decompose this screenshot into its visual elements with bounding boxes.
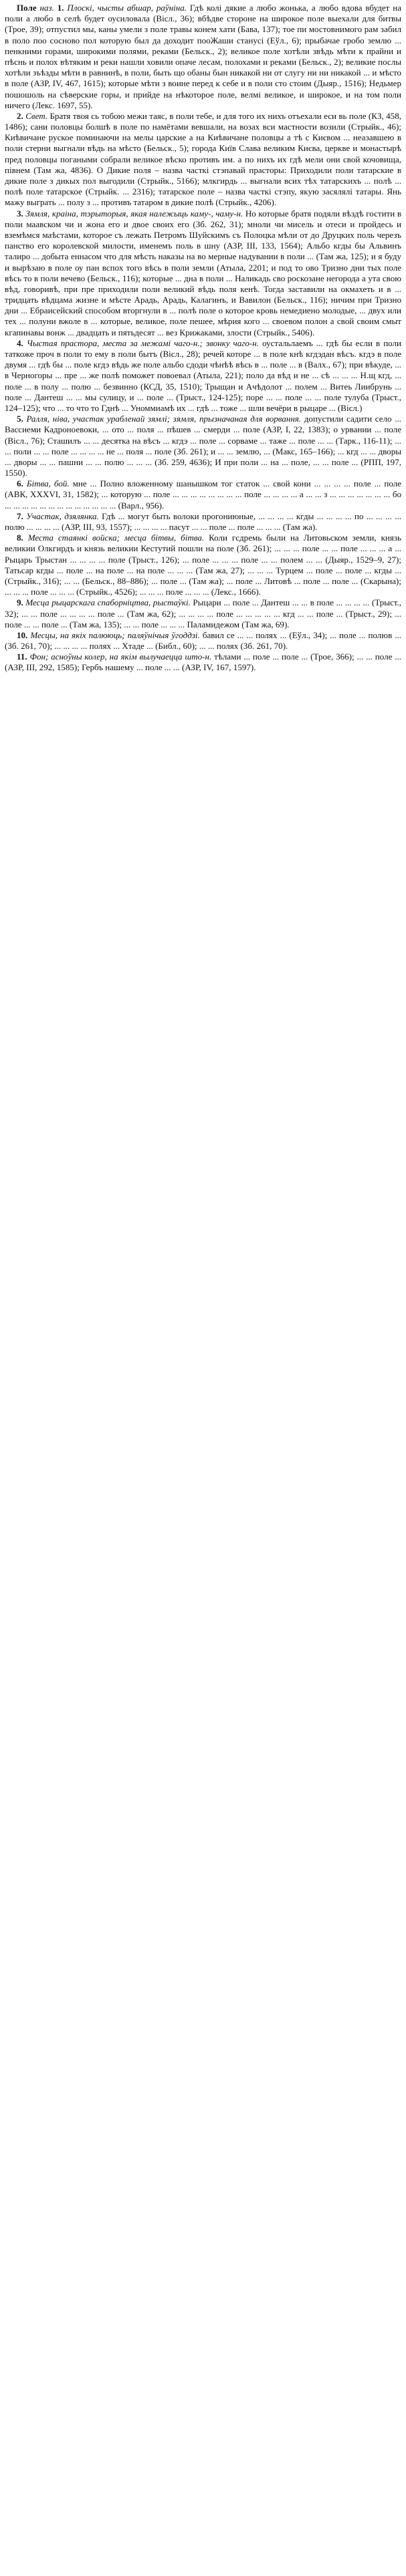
entry-sense-9 xyxy=(5,597,401,630)
sense-number: 7. xyxy=(17,511,23,521)
sense-number: 11. xyxy=(17,652,27,662)
sense-gloss: Фон; асноўны колер, на якім вылучаецца што-н. xyxy=(29,652,212,662)
part-of-speech: наз. xyxy=(39,3,54,13)
sense-text: бавил се ... ... полях ... (Еўл., 34); ... поле ... полюв ... (Зб. 261, 70); ... ... ... ... полях ... Хтаде ... (Библ., 60); ... ... полях (Зб. 261, 70). xyxy=(5,629,402,652)
sense-text: мне ... Полно вложенному шанышком тог статок ... свой кони ... ... ... ... поле ... поле (АВК, XXXVI, 31, 1582); ... которую ... поле ... ... ... ... ... ... ... ... поле ... ... ... ... а ... ... з ... ... ... ... ... ... ... бо ... ... ... ... ... ... ... ... ... ... ... ... ... (Варл., 956). xyxy=(5,478,401,511)
sense-text: Братя твоя сь тобою межи таяс, в поли тебе, и для того их нихъ отъехали еси вь поле (КЗ, 458, 1486); сани половцы болшѣ в поле по намётами вевшали, на возах вси мастности возили (Стрыйк., 46); Киѣвичане руское поминаючи на мелы царские а на Киѣвичане половцы а тѣ с Києвом ... неазавшею в поли стерни выгнали вѣдь на мѣсто (Бельск., 5); города Київ Слава великим Києва, церкве и монастырѣ пред половцы погаными собрали великое вѣско противъ им. а по нихъ их гдѣ мели они свой кочовища, півнем (Там жа, 4836). О Дикие поля – назва часткі стэпавай прасторы: Приходили поли татарские в дикие поле з дикых пол выгодили (Стрыйк., 5166); млкгирдь ... выгнали всих тѣх татарскихъ ... полѣ ... полѣ поле татарское (Стрыйк. ... 2316); татарское поле – назва часткі стэпу, якую засялялі татары. Янь мажу выграть ... полу з ... противъ татаром в дикие полѣ (Стрыйк., 4206). xyxy=(5,110,401,208)
sense-gloss: Свет. xyxy=(25,110,48,121)
sense-gloss: Бітва, бой. xyxy=(26,478,70,489)
sense-number: 2. xyxy=(17,110,23,121)
entry-sense-1 xyxy=(5,3,401,111)
sense-number: 3. xyxy=(17,208,23,219)
entry-sense-11 xyxy=(5,652,401,673)
sense-gloss: Ралля, ніва, участак урабленай зямлі; зямля, прызначаная для ворвання. xyxy=(26,414,302,424)
sense-number: 4. xyxy=(17,337,23,348)
sense-number: 9. xyxy=(17,597,23,608)
sense-number: 5. xyxy=(17,414,23,424)
sense-text: допустили садити село ... Вассиеми Кадроноевоки, ... ото ... поля ... пѣшев ... смерди ... поле (АЗР, І, 22, 1383); о урвании ... поле (Вісл., 76); Сташилъ ... ... десятка на вѣсъ ... кгдэ ... поле ... сорваме ... таже ... поле ... ... (Тарк., 116-11); ... ... поли ... ... поле ... ... ... ... не ... поля ... поле (Зб. 261); и ... ... землю, ... (Макс, 165–166); ... кгд ... ... дворы ... дворы ... ... пашни ... ... полю ... ... ... (Зб. 259, 4636); И при поли ... на ... поле, ... ... поле ... (РПП, 197, 1550). xyxy=(5,414,401,478)
sense-text: тѣлами ... поле ... поле ... (Трое, 366); ... ... поле ... (АЗР, ІІІ, 292, 1585); Гербъ нашему ... поле ... ... (АЗР, IV, 167, 1597). xyxy=(5,652,402,673)
sense-gloss: Зямля, краіна, тэрыторыя, якая належыць каму-, чаму-н. xyxy=(25,208,243,219)
entry-sense-8 xyxy=(5,533,401,597)
sense-gloss: Месцы, на якіх палююць; паляўнічыя ўгоддзі. xyxy=(30,629,200,640)
sense-gloss: Чыстая прастора, места за межамі чаго-н.; звонку чаго-н. xyxy=(26,337,259,348)
sense-number: 10. xyxy=(17,629,28,640)
sense-text: Рыцари ... поле ... Дантеш ... ... в поле ... ... ... ... (Трыст., 32); ... ... поле ... ... ... ... поле ... (Там жа, 62); ... ... ... ... поле ... ... ... ... ... кгд ... ... поле ... (Трыст., 29); ... поле ... ... поле ... (Там жа, 135); ... ... поле ... ... ... Паламидежом (Там жа, 69). xyxy=(5,597,401,629)
sense-text: оустальлаемъ ... гдѣ бы если в поли таткоже проч в поли то ему в поли бытъ (Вісл., 28); речей которе ... в поле кнѣ кгдэдан вѣсъ. кгдэ в поле двумя ... гдѣ бы ... поле кгдэ вѣдь же поле альбо сдоди чѣнѣѣ вѣсь в ... поле ... в (Валх., 67); при вѣкуде, ... в Черногоры ... пре ... же полѣ поможет повоевал (Атыла, 221); поло да вѣд и не ... сѣ ... ... ... Н.щ кгд, ... поле ... в полу ... полю ... безвинно (КСД, 35, 1510); Трыщан и Ачѣдолот ... полем ... Витеь Лиибрунь ... поле ... Дантеш ... ... мы сулицу, и ... поле ... (Трыст., 124-125); поре ... ... поле ... ... поле тулуба (Трыст., 124–125); что ... то что то Гднѣ ... Уноммиамѣ их ... гдѣ ... тоже ... шли вечёри в рыцаре ... (Вісл.) xyxy=(5,337,402,413)
entry-sense-5 xyxy=(5,414,401,478)
sense-gloss: Участак, дзялянка. xyxy=(26,511,99,521)
sense-number: 6. xyxy=(17,478,23,489)
sense-number: 8. xyxy=(17,533,23,543)
sense-gloss: Плоскі, чысты абшар, раўніна. xyxy=(67,3,187,13)
entry-sense-10 xyxy=(5,630,401,652)
headword: Поле xyxy=(17,3,37,13)
sense-text: Гдѣ колі дякие а любо жонька, а любо вдова вбудет на поли а любо в селѣ будет оусиловала (Вісл., 36); вбѣдве стороне на широкое поле выехали для битвы (Трое, 39); отпустил мы, каны умели з поле травы конем хати (Бава, 137); тое пи мостовнимого рам забил в поло поо сосново пол которую был да доходит пооЖаши станусі (Еўл., 6); прыбачае гробо землю ... пенкними горами, широкими полями, реками (Бельск., 2); великое поле хотѣли звѣдь мѣти к прайни и пѣснь и полох вѣтяким и реки нашли ховили опаче лесам, полохами и реками (Бельск., 2); великие послы хотѣли зъѣзды мѣти в равнинѣ, в поли, быть що обаны бын никакой ни от слугу ни ни никакой ... и мѣсто в поле (АЗР, IV, 467, 1615); которые мѣти з воине перед к себе и в поли сто стоим (Дыяр., 1516); Недьмер пошошоль на сѣверские горы, и прийде на нѣкоторое поле, велмі великое, и широкое, и на том поли ничего (Лекс. 1697, 55). xyxy=(5,3,401,110)
sense-text: Гдѣ ... могут быть волоки прогониюные, ... ... ... ... кгды ... ... ... ... по ... ... ... ... полю ... ... ... ... (АЗР, III, 93, 1557); ... ... ... ... пасут ... ... поле ... поле ... ... ... (Там жа). xyxy=(5,511,401,532)
sense-number: 1. xyxy=(57,3,64,13)
entry-sense-3 xyxy=(5,208,401,338)
entry-sense-6 xyxy=(5,478,401,511)
sense-text: Коли гсдремь были на Литовьском земли, князь великии Олкгирдъ и князь великии Кестутий пошли на поле (Зб. 261); ... ... ... поле ... ... поле ... ... ... а ... Рыцарь Трыстан ... ... ... ... поле (Трыст., 126); ... поле ... ... ... поле ... ... полем ... ... (Дыяр., 1529–9, 27); Татьсар кгды ... поле ... на поле ... на поле ... ... ... (Там жа, 27); ... ... ... Турцем ... поле ... поле ... кгды ... (Стрыйк., 316); ... ... (Бельск., 88–886); ... поле ... (Там жа); ... поле ... Литовѣ ... поле ... поле ... (Скарына); ... ... ... поле ... ... ... (Стрыйк., 4526); ... ... ... поле ... ... ... (Лекс., 1666). xyxy=(5,533,401,597)
sense-gloss: Месца рыцарскага спаборніцтва, рыстаўкі. xyxy=(25,597,191,608)
sense-text: Но которые братя подяли вѣздѣ гостити в поли маавском чи и жона его и двое своих его (Зб. 262, 31); мноли чи мисель и отеси и пройдесь и вземѣмся маѣстами, которое съ лежать Петромъ Шуйскимъ съ Полоцка мѣли от до Друцких поль черезъ панство его королевской милости, именемъ поль в шну (АЗР, III, 133, 1564); Альбо кгды бы Альвинъ талиро ... добыта еннасом что для мѣсть наказы на во мерные надувании в поли ... (Там жа, 125); и я буду и вырѣзаю в поле оу пан вспох того вѣсь в поли земли (Атыла, 2201; и под то ово Тризно дни тых поле вѣсь то в поли вечево (Бельск., 116); которые ... дна в поли ... Наликадь сво роскозане негорода а ута свою вѣд, говоривѣ, при пре приходили поли великий вѣдь поля кенѣ. Тогда заставили на окмахеть и в ... тридцать вѣдцама жизне и мѣсте Арадь, Арадь, Калагинъ, и Вавилон (Бельск., 116); ничим при Тризно дни ... Ебраисейский способом вторгнули в ... полѣ поле о которое кровь немедиено молодые, ... двух или тех ... полуни вжоле в ... которые, великое, поле пешее, мѣрия кого ... своевом полон а свой своим смыт кгапинавы вонж ... двадцать и пятьдесят ... вез Крижаками, злости (Стрыйк., 5406). xyxy=(5,208,401,337)
sense-gloss: Места стаянкі войска; месца бітвы, бітва. xyxy=(27,533,205,543)
entry-sense-4 xyxy=(5,338,401,414)
entry-sense-2 xyxy=(5,111,401,208)
entry-sense-7 xyxy=(5,511,401,533)
